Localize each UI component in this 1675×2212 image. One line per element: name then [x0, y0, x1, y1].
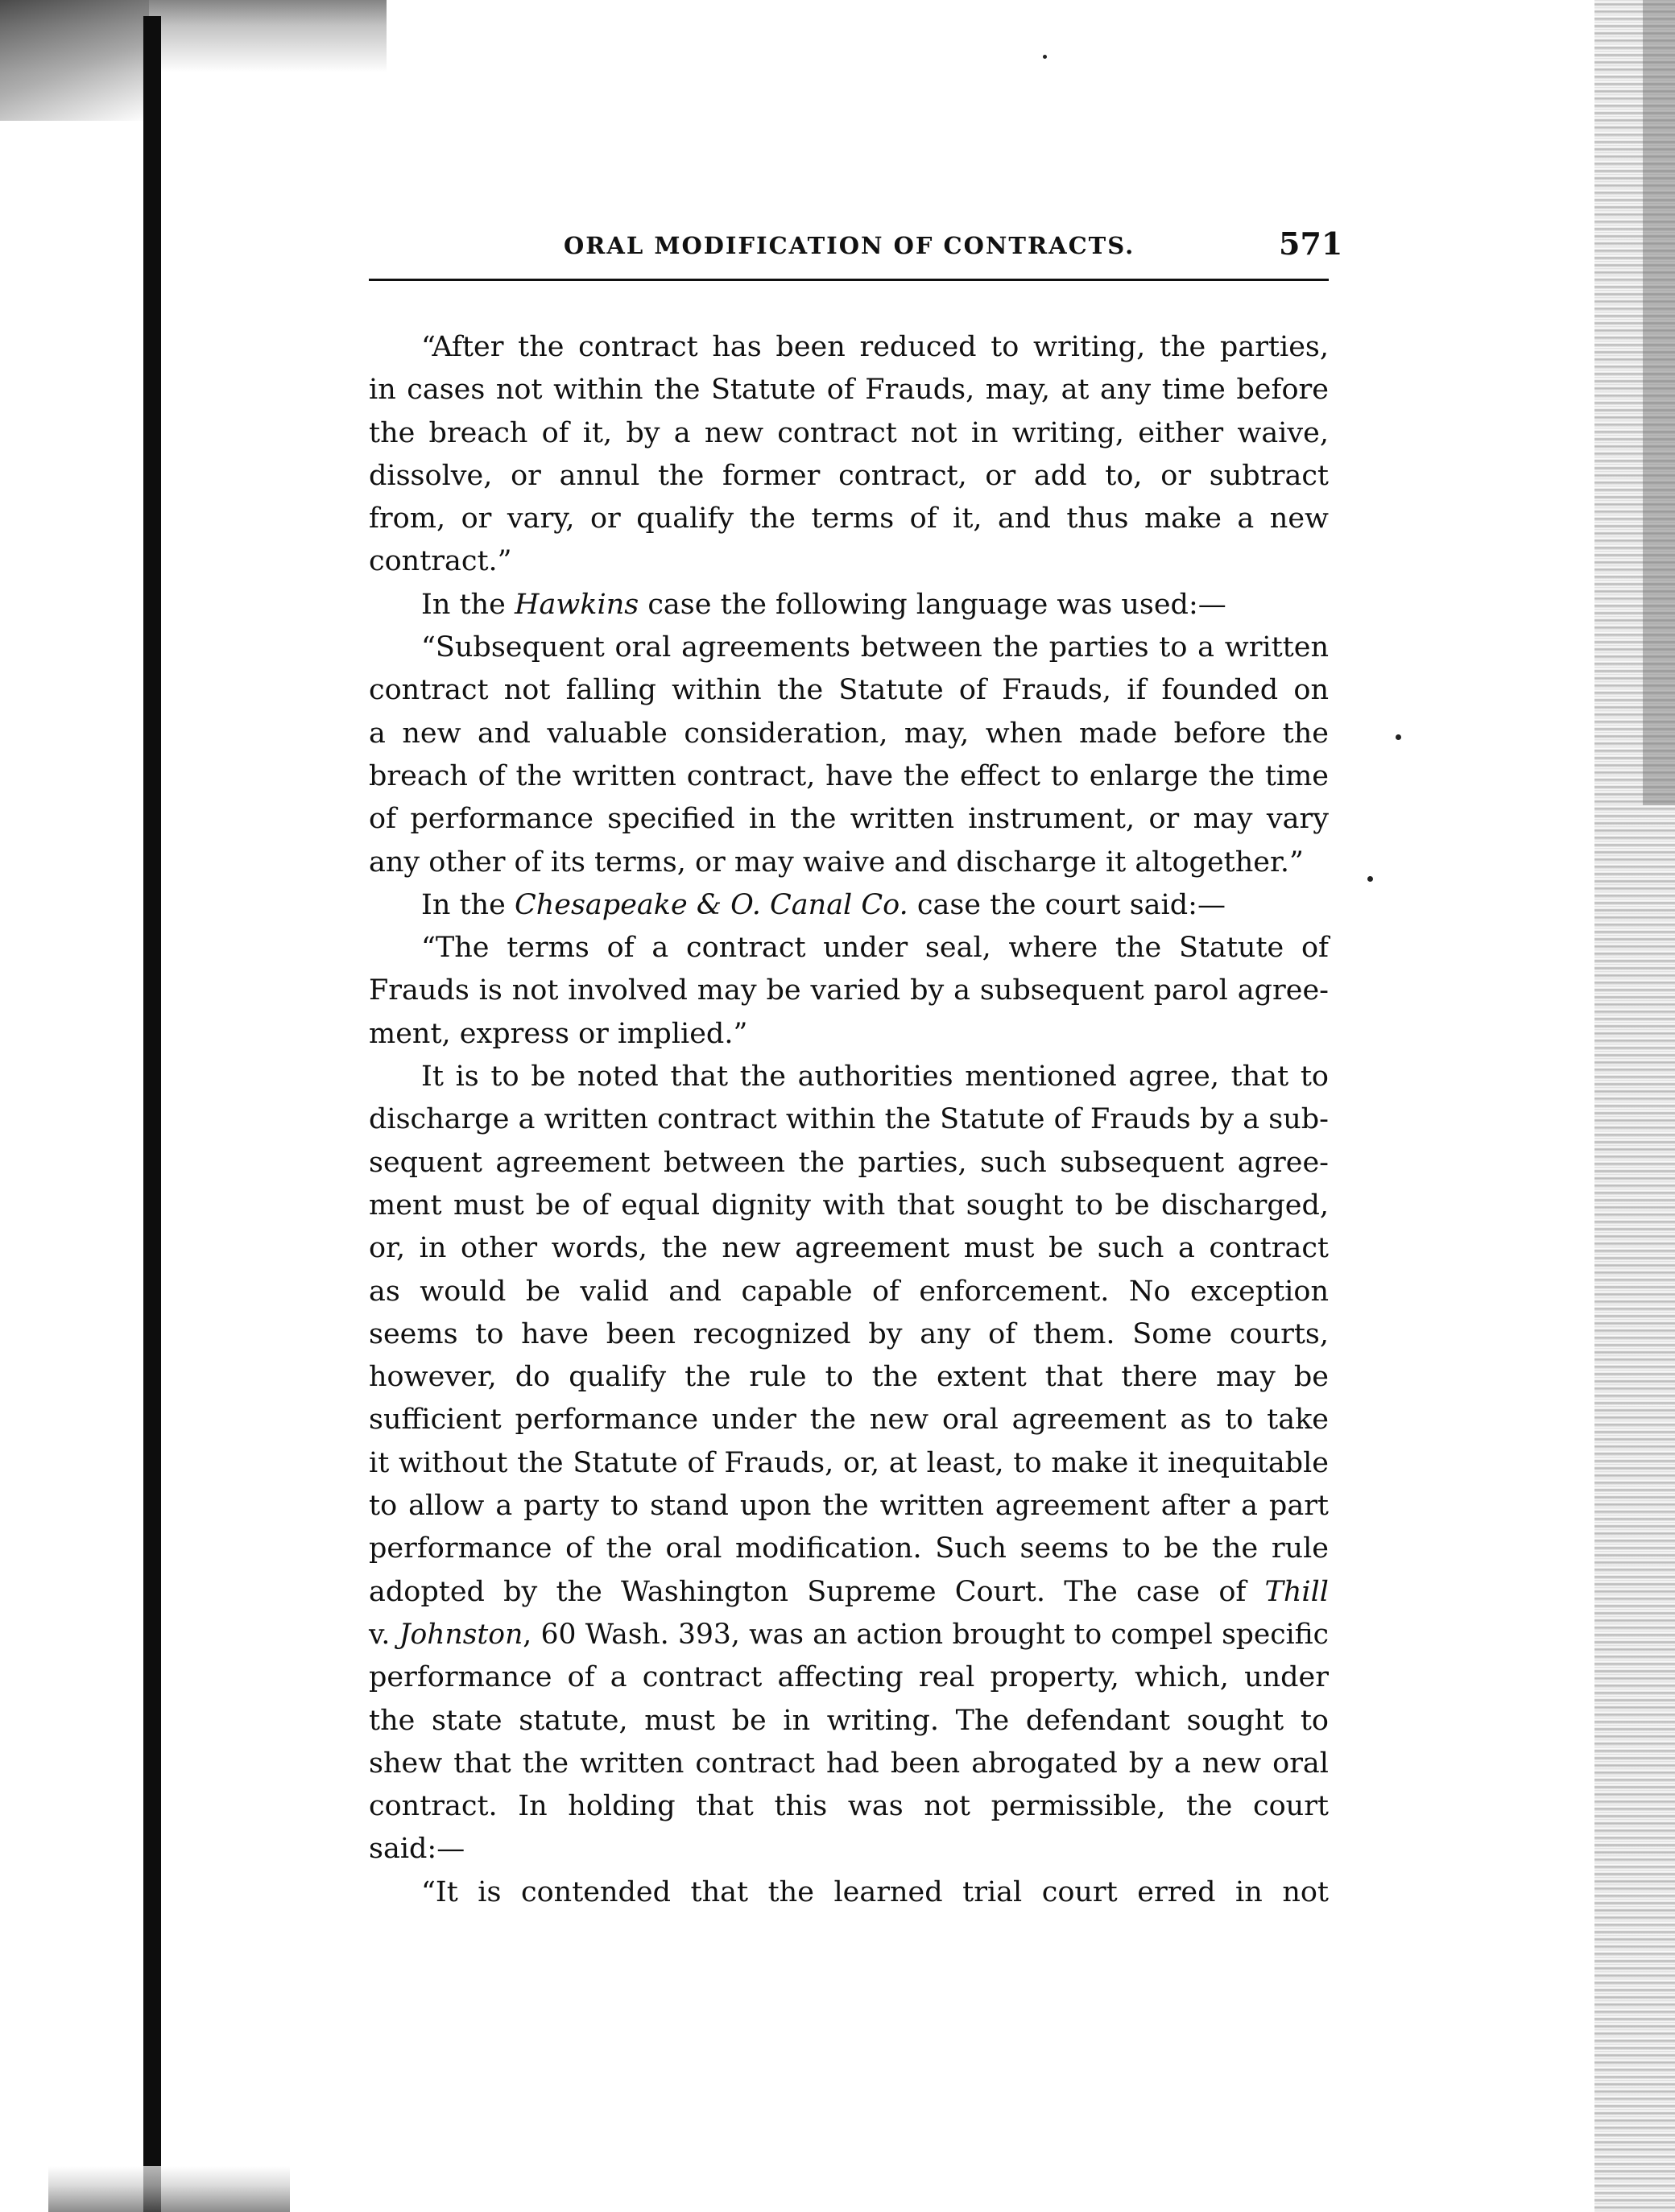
- text-line: sequent agreement between the parties, such subsequent agree-: [369, 1146, 1329, 1179]
- text-line: breach of the written contract, have the effect to enlarge the time: [369, 759, 1329, 792]
- text-line: “Subsequent oral agreements between the parties to a written: [421, 631, 1329, 664]
- text-line: contract.”: [369, 545, 512, 578]
- text-line: performance of a contract affecting real property, which, under: [369, 1661, 1329, 1694]
- text-line: any other of its terms, or may waive and discharge it altogether.”: [369, 846, 1304, 879]
- text-line: ment must be of equal dignity with that sought to be discharged,: [369, 1189, 1329, 1222]
- text-line: sufficient performance under the new oral agreement as to take: [369, 1404, 1329, 1437]
- book-spine-shadow: [143, 16, 161, 2212]
- text-line: from, or vary, or qualify the terms of it, and thus make a new: [369, 502, 1329, 535]
- scan-speck: [1396, 734, 1401, 740]
- scan-speck: [1043, 55, 1047, 59]
- page-body: [369, 326, 1329, 1914]
- text-line: however, do qualify the rule to the extent that there may be: [369, 1361, 1329, 1394]
- text-line: as would be valid and capable of enforcement. No exception: [369, 1275, 1329, 1308]
- text-line: “After the contract has been reduced to writing, the parties,: [421, 331, 1329, 363]
- page-edge-right-dark: [1643, 0, 1675, 805]
- text-line: in cases not within the Statute of Frauds, may, at any time before: [369, 374, 1329, 407]
- scan-speck: [1367, 876, 1373, 882]
- text-line: the state statute, must be in writing. The defendant sought to: [369, 1704, 1329, 1737]
- text-line: contract not falling within the Statute of Frauds, if founded on: [369, 674, 1329, 707]
- text-line: adopted by the Washington Supreme Court. The case of Thill: [369, 1575, 1329, 1608]
- header-rule: [369, 279, 1329, 281]
- text-line: v. Johnston, 60 Wash. 393, was an action brought to compel specific: [369, 1618, 1329, 1651]
- page-number: 571: [1279, 225, 1343, 262]
- text-line: seems to have been recognized by any of them. Some courts,: [369, 1317, 1329, 1350]
- text-line: performance of the oral modification. Such seems to be the rule: [369, 1532, 1329, 1565]
- text-line: it without the Statute of Frauds, or, at least, to make it inequitable: [369, 1446, 1329, 1479]
- text-line: “The terms of a contract under seal, where the Statute of: [421, 932, 1329, 965]
- text-line: Frauds is not involved may be varied by a subsequent parol agree-: [369, 974, 1329, 1007]
- text-line: shew that the written contract had been abrogated by a new oral: [369, 1747, 1329, 1780]
- scan-shadow-corner: [0, 0, 149, 121]
- text-line: the breach of it, by a new contract not in writing, either waive,: [369, 416, 1329, 449]
- text-line: ment, express or implied.”: [369, 1017, 748, 1050]
- text-line: contract. In holding that this was not permissible, the court: [369, 1790, 1329, 1823]
- text-line: In the Chesapeake & O. Canal Co. case the court said:—: [421, 888, 1226, 921]
- text-line: a new and valuable consideration, may, when made before the: [369, 717, 1329, 750]
- text-line: of performance specified in the written instrument, or may vary: [369, 803, 1329, 836]
- text-line: dissolve, or annul the former contract, or add to, or subtract: [369, 459, 1329, 492]
- scan-shadow-bottom-left: [48, 2166, 290, 2212]
- text-line: “It is contended that the learned trial court erred in not: [421, 1875, 1329, 1908]
- text-line: said:—: [369, 1833, 465, 1866]
- text-line: In the Hawkins case the following language was used:—: [421, 588, 1226, 621]
- running-head-title: ORAL MODIFICATION OF CONTRACTS.: [564, 232, 1135, 259]
- text-line: It is to be noted that the authorities mentioned agree, that to: [421, 1061, 1329, 1094]
- text-line: or, in other words, the new agreement must be such a contract: [369, 1232, 1329, 1265]
- text-line: discharge a written contract within the Statute of Frauds by a sub-: [369, 1103, 1329, 1136]
- text-line: to allow a party to stand upon the written agreement after a part: [369, 1490, 1329, 1523]
